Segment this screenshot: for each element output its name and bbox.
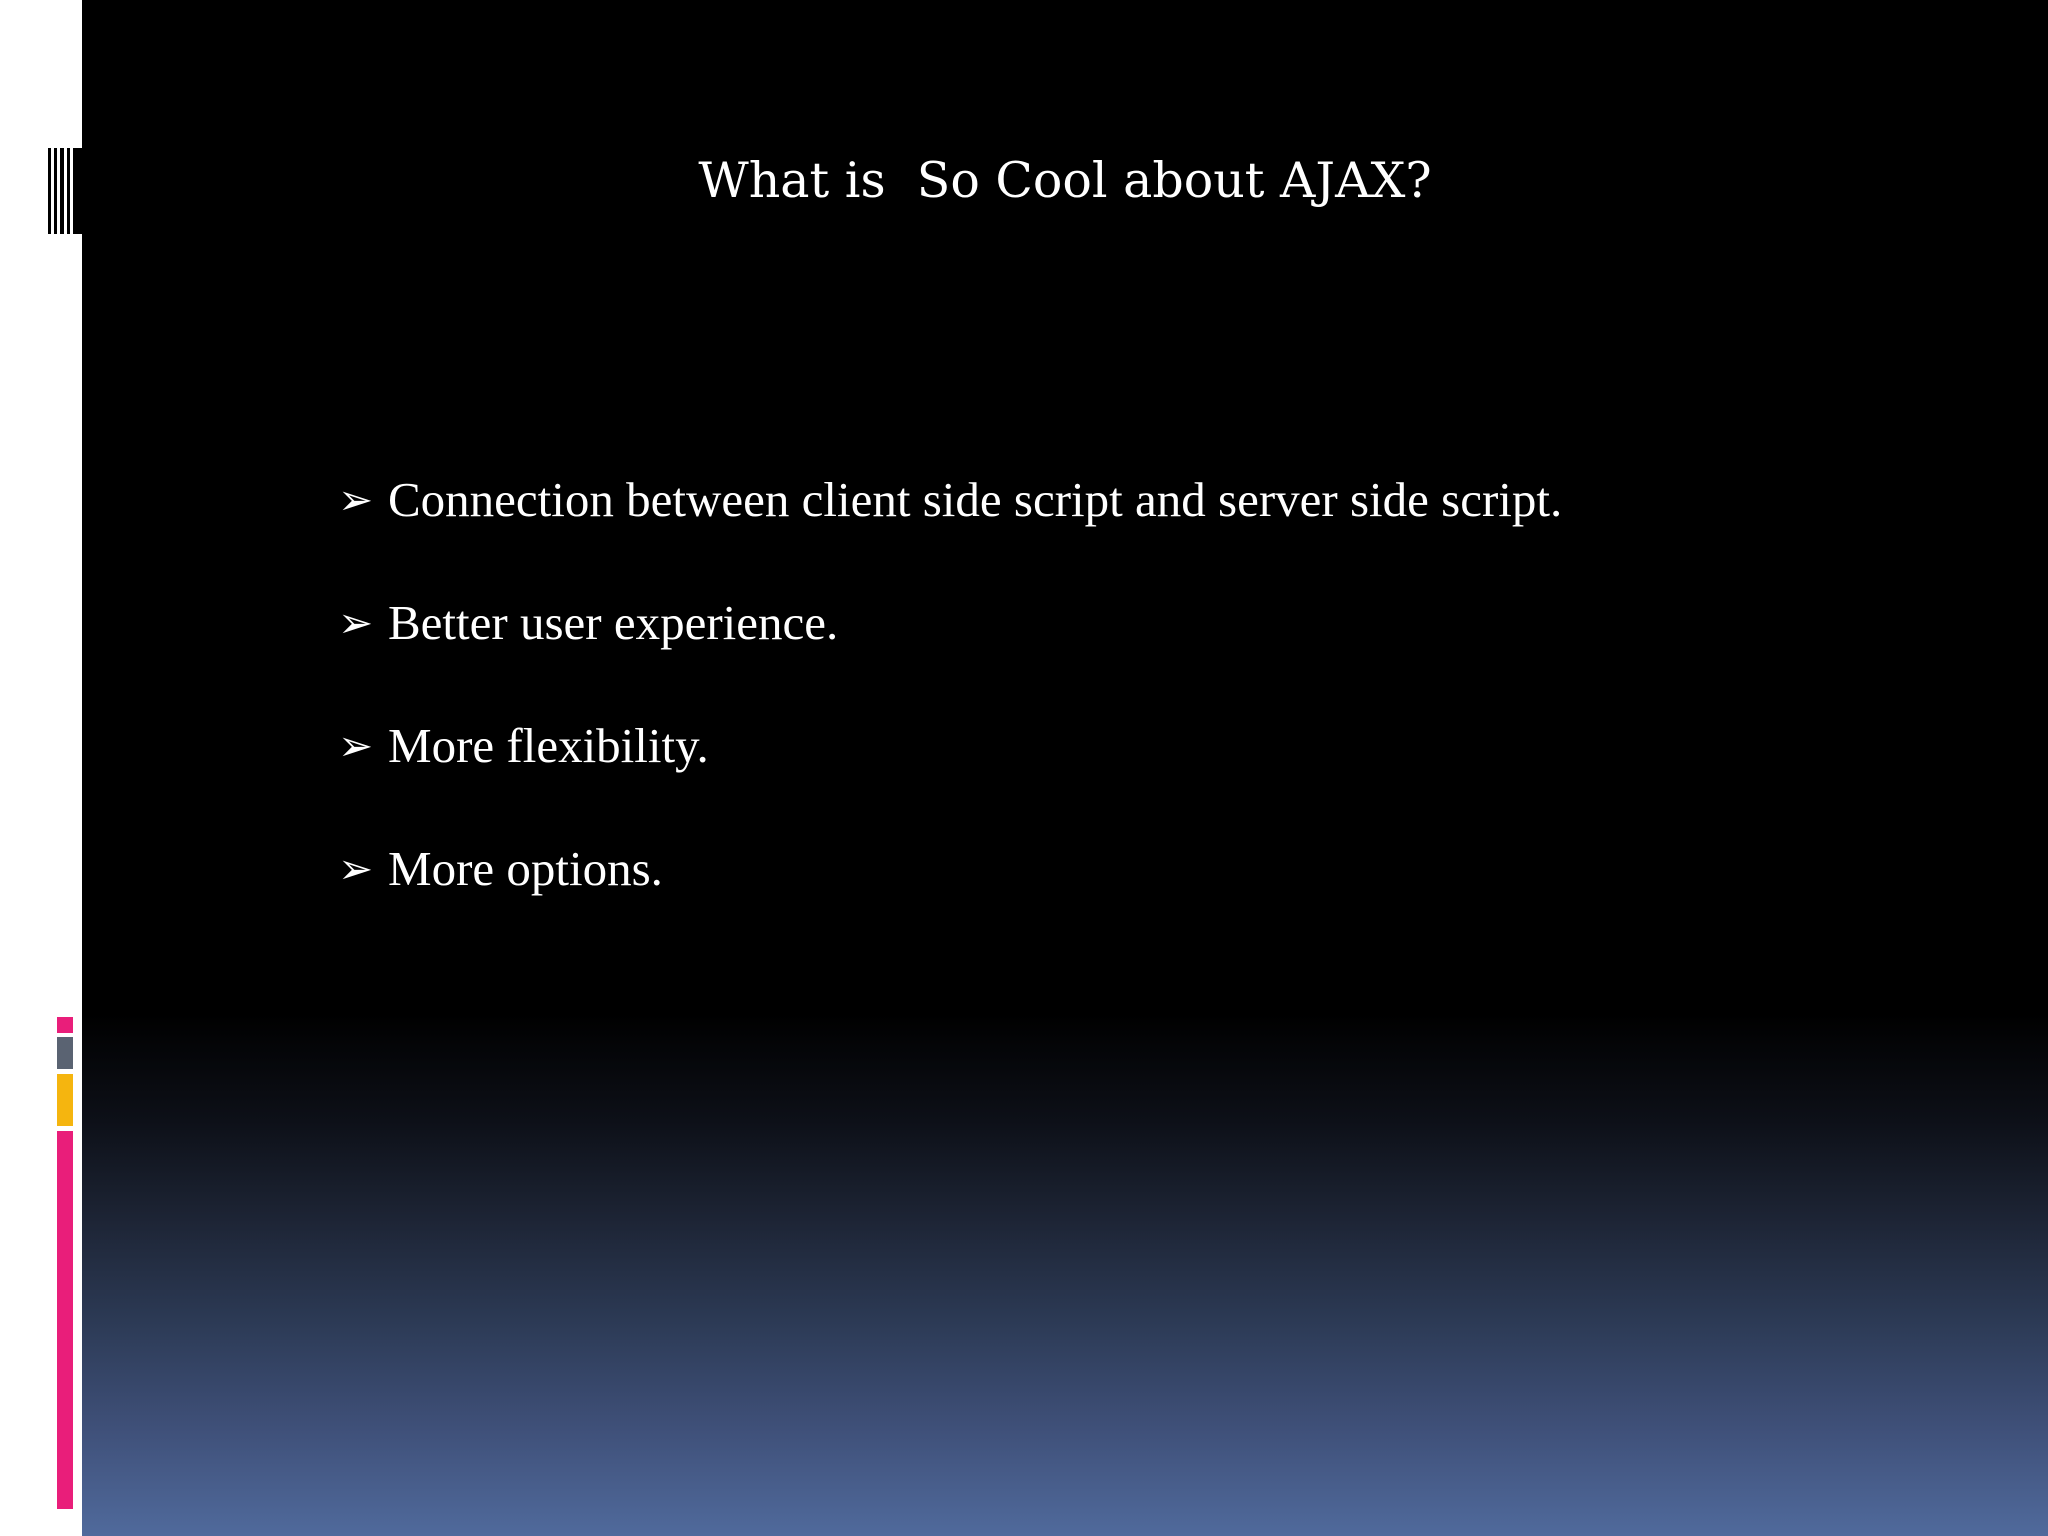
left-decorative-strip [0,0,82,1536]
accent-magenta-tall [57,1131,73,1509]
bullet-text: Connection between client side script and server side script. [388,472,1563,527]
bullet-item [338,807,1562,930]
barcode-bar [73,148,82,234]
arrowhead-bullet-icon: ➢ [338,844,374,893]
accent-gray [57,1037,73,1069]
arrowhead-bullet-icon: ➢ [338,721,374,770]
bullet-item [338,561,1562,684]
bullet-list [338,438,1562,930]
bullet-text: Better user experience. [388,595,839,650]
accent-gold [57,1074,73,1126]
barcode-bar [54,148,57,234]
accent-magenta-small [57,1017,73,1033]
bullet-text: More flexibility. [388,718,709,773]
bullet-item [338,438,1562,561]
bullet-item [338,684,1562,807]
bullet-text: More options. [388,841,663,896]
arrowhead-bullet-icon: ➢ [338,475,374,524]
barcode-bar [60,148,64,234]
barcode-bar [67,148,70,234]
slide-title: What is So Cool about AJAX? [698,152,1432,209]
arrowhead-bullet-icon: ➢ [338,598,374,647]
barcode-bar [48,148,51,234]
